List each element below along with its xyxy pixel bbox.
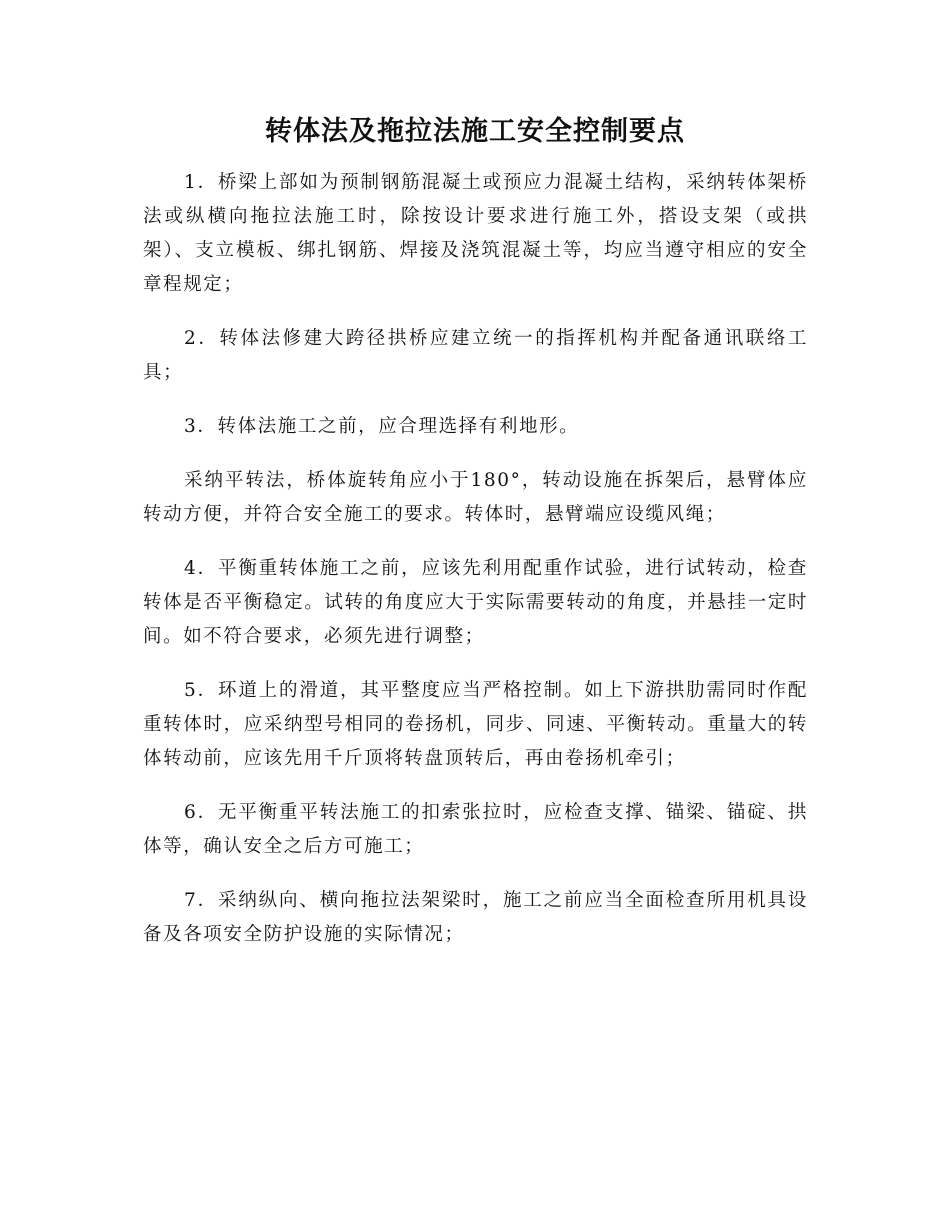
paragraph-6: 6．无平衡重平转法施工的扣索张拉时，应检查支撑、锚梁、锚碇、拱体等，确认安全之后方可施工； [143, 802, 808, 857]
document-body [143, 166, 808, 972]
paragraph-1: 1．桥梁上部如为预制钢筋混凝土或预应力混凝土结构，采纳转体架桥法或纵横向拖拉法施工时，除按设计要求进行施工外，搭设支架（或拱架）、支立模板、绑扎钢筋、焊接及浇筑混凝土等，均应当遵守相应的安全章程规定； [143, 172, 808, 295]
paragraph-3: 3．转体法施工之前，应合理选择有利地形。 [184, 416, 580, 437]
paragraph-3-detail: 采纳平转法，桥体旋转角应小于180°，转动设施在拆架后，悬臂体应转动方便，并符合安全施工的要求。转体时，悬臂端应设缆风绳； [143, 470, 808, 525]
paragraph-7: 7．采纳纵向、横向拖拉法架梁时，施工之前应当全面检查所用机具设备及各项安全防护设施的实际情况； [143, 890, 808, 945]
paragraph-5: 5．环道上的滑道，其平整度应当严格控制。如上下游拱肋需同时作配重转体时，应采纳型号相同的卷扬机，同步、同速、平衡转动。重量大的转体转动前，应该先用千斤顶将转盘顶转后，再由卷扬机牵引； [143, 680, 808, 769]
paragraph-2: 2．转体法修建大跨径拱桥应建立统一的指挥机构并配备通讯联络工具； [143, 328, 808, 383]
document-title: 转体法及拖拉法施工安全控制要点 [265, 116, 685, 147]
paragraph-4: 4．平衡重转体施工之前，应该先利用配重作试验，进行试转动，检查转体是否平衡稳定。试转的角度应大于实际需要转动的角度，并悬挂一定时间。如不符合要求，必须先进行调整； [143, 558, 808, 647]
